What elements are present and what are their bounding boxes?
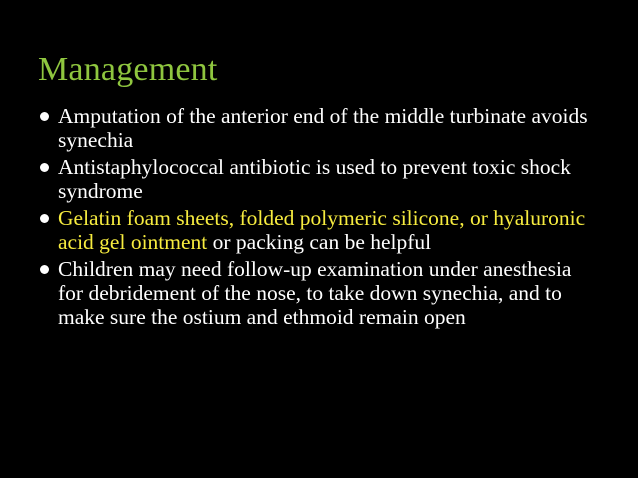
bullet-highlight-text: Gelatin foam sheets, folded polymeric silicone, or hyaluronic acid gel ointment [58, 206, 586, 254]
bullet-dot-icon [40, 163, 49, 172]
bullet-dot-icon [40, 214, 49, 223]
bullet-text: Amputation of the anterior end of the middle turbinate avoids synechia [58, 104, 588, 152]
bullet-text: Antistaphylococcal antibiotic is used to prevent toxic shock syndrome [58, 155, 571, 203]
bullet-dot-icon [40, 112, 49, 121]
bullet-item-amputation [38, 104, 598, 152]
slide-title: Management [38, 51, 218, 88]
bullet-text: Children may need follow-up examination under anesthesia for debridement of the nose, to take down synechia, and to make sure the ostium and ethmoid remain open [58, 257, 572, 329]
bullet-text: or packing can be helpful [207, 230, 432, 254]
bullet-item-children [38, 257, 598, 329]
bullet-item-antibiotic [38, 155, 598, 203]
bullet-list [38, 104, 598, 332]
bullet-dot-icon [40, 265, 49, 274]
bullet-item-gelatin [38, 206, 598, 254]
